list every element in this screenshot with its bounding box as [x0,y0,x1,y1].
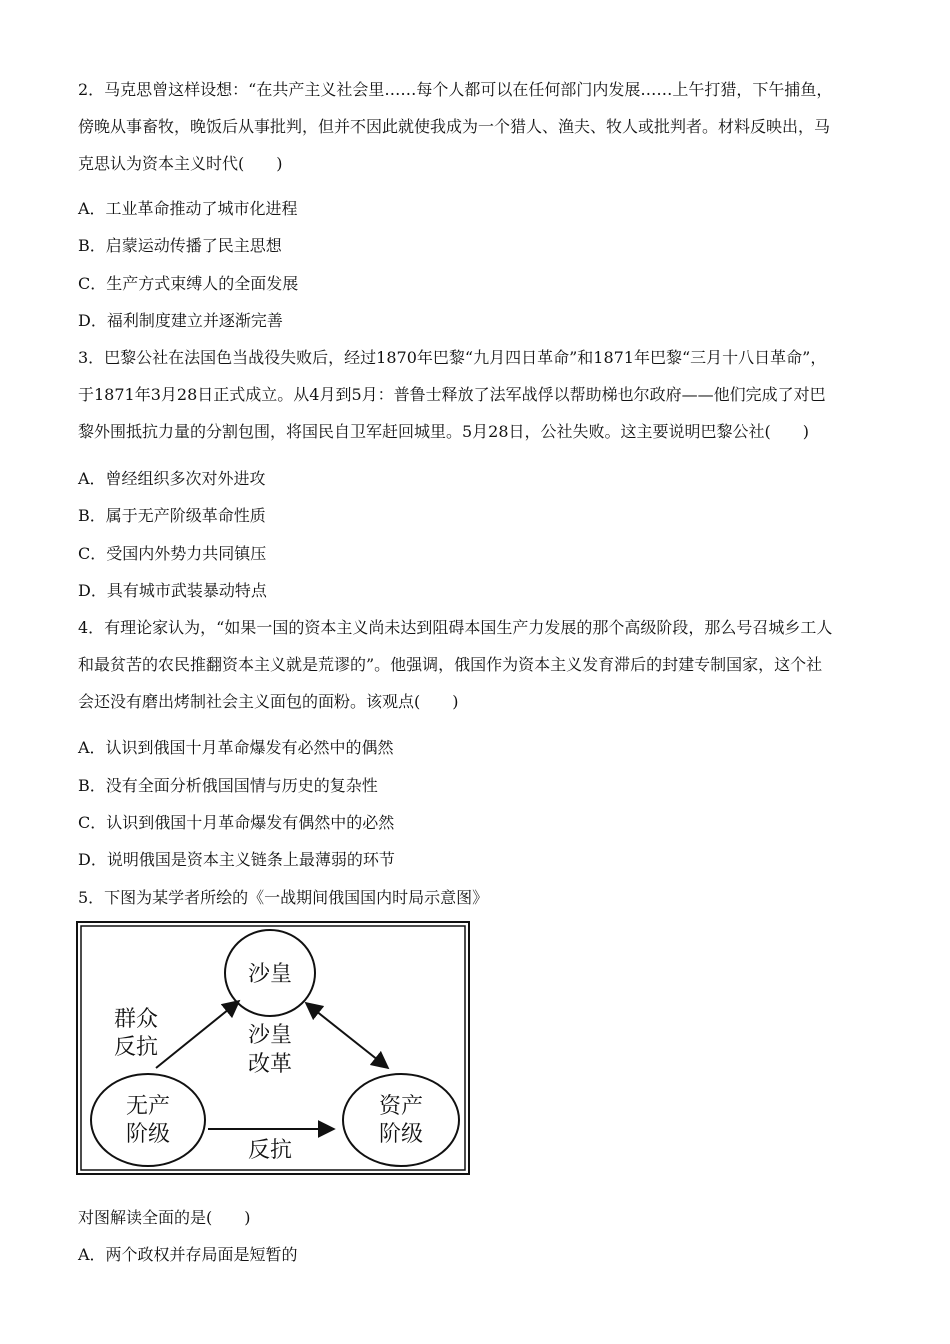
mass-resist-label-line1: 群众 [113,1007,159,1032]
question-4-option-c: C．认识到俄国十月革命爆发有偶然中的必然 [78,813,395,832]
stem-line: 4．有理论家认为，“如果一国的资本主义尚未达到阻碍本国生产力发展的那个高级阶段，那么号召城乡工人 [78,618,833,637]
question-3-stem [78,339,878,450]
stem-line: 于1871年3月28日正式成立。从4月到5月：普鲁士释放了法军战俘以帮助梯也尔政府——他们完成了对巴 [78,385,826,404]
question-2-option-b: B．启蒙运动传播了民主思想 [78,236,282,255]
question-2-option-a: A．工业革命推动了城市化进程 [78,199,298,218]
stem-line: 和最贫苦的农民推翻资本主义就是荒谬的”。他强调，俄国作为资本主义发育滞后的封建专制国家，这个社 [78,655,823,674]
stem-line: 3．巴黎公社在法国色当战役失败后，经过1870年巴黎“九月四日革命”和1871年巴黎“三月十八日革命”， [78,348,827,367]
tsar-reform-label-line1: 沙皇 [247,1023,293,1048]
tsar-label: 沙皇 [247,962,293,987]
mass-resist-label-line2: 反抗 [113,1035,159,1060]
question-4-stem [78,609,878,720]
tsar-reform-label-line2: 改革 [247,1052,293,1077]
question-3-option-a: A．曾经组织多次对外进攻 [78,469,266,488]
proletariat-label-line1: 无产 [125,1094,171,1119]
bourgeoisie-label-line2: 阶级 [378,1122,424,1147]
question-4-option-d: D．说明俄国是资本主义链条上最薄弱的环节 [78,850,395,869]
question-4-option-b: B．没有全面分析俄国国情与历史的复杂性 [78,776,378,795]
russia-situation-diagram [76,921,470,1175]
stem-line: 傍晚从事畜牧，晚饭后从事批判，但并不因此就使我成为一个猎人、渔夫、牧人或批判者。材料反映出，马 [78,117,831,136]
question-5-option-a: A．两个政权并存局面是短暂的 [78,1245,298,1264]
question-5-prompt: 对图解读全面的是( ) [78,1208,251,1227]
stem-line: 黎外围抵抗力量的分割包围，将国民自卫军赶回城里。5月28日，公社失败。这主要说明巴黎公社( ) [78,422,810,441]
question-3-option-c: C．受国内外势力共同镇压 [78,544,267,563]
resist-label: 反抗 [247,1138,293,1163]
bourgeoisie-node [343,1074,459,1166]
stem-line: 会还没有磨出烤制社会主义面包的面粉。该观点( ) [78,692,459,711]
question-5-stem: 5．下图为某学者所绘的《一战期间俄国国内时局示意图》 [78,888,489,907]
question-2-stem [78,71,878,182]
question-3-option-b: B．属于无产阶级革命性质 [78,506,266,525]
question-4-option-a: A．认识到俄国十月革命爆发有必然中的偶然 [78,738,394,757]
question-2-option-d: D．福利制度建立并逐渐完善 [78,311,283,330]
stem-line: 2．马克思曾这样设想：“在共产主义社会里……每个人都可以在任何部门内发展……上午打猎，下午捕鱼， [78,80,833,99]
stem-line: 克思认为资本主义时代( ) [78,154,283,173]
proletariat-label-line2: 阶级 [125,1122,171,1147]
question-2-option-c: C．生产方式束缚人的全面发展 [78,274,299,293]
question-3-option-d: D．具有城市武装暴动特点 [78,581,267,600]
bourgeoisie-label-line1: 资产 [378,1094,424,1119]
proletariat-node [91,1074,205,1166]
